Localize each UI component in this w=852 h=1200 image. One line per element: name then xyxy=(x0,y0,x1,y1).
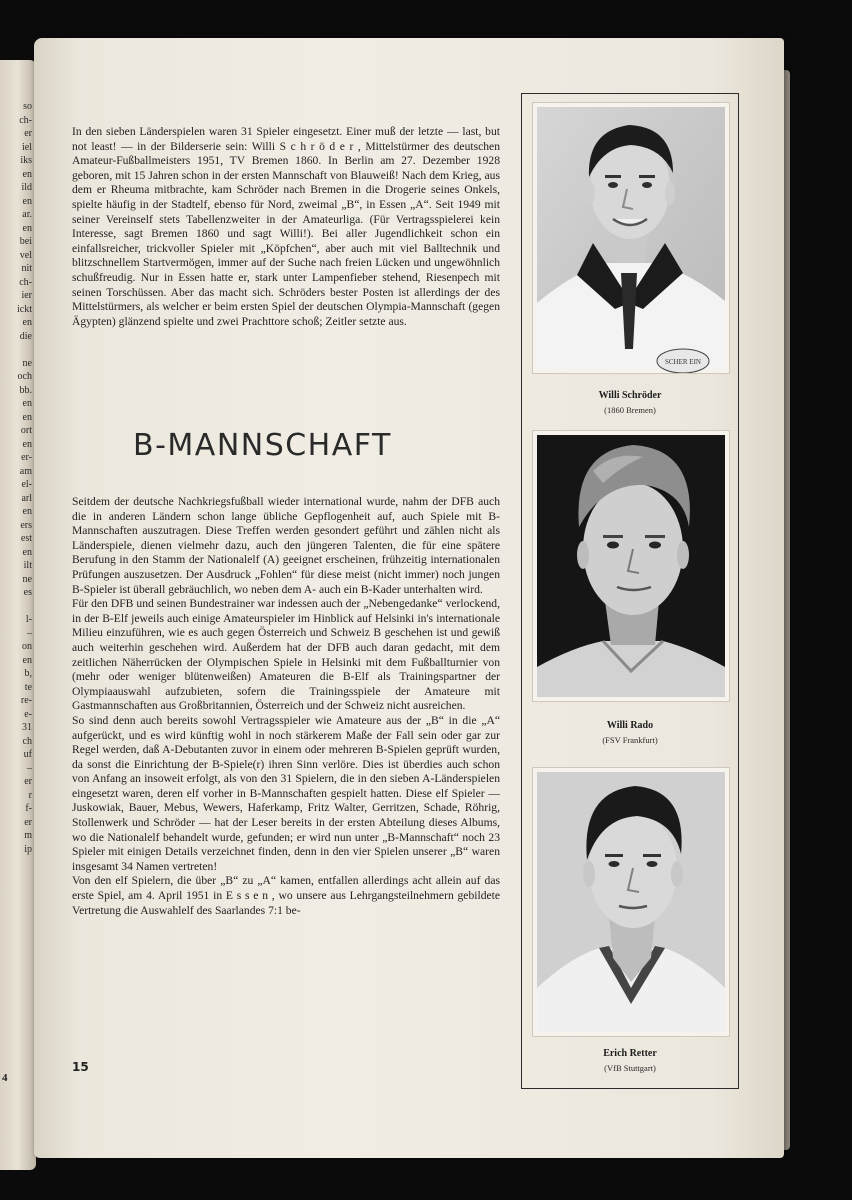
left-page-fragment: ne xyxy=(22,357,32,369)
left-page-fragment: en xyxy=(22,546,32,558)
left-page-fragment xyxy=(2,600,32,614)
left-page-fragment: ort xyxy=(20,425,32,436)
left-page-fragment: en xyxy=(22,168,32,180)
photo-caption-club: (1860 Bremen) xyxy=(604,405,656,415)
left-page-fragment: en xyxy=(22,222,32,234)
left-page-fragment: ar. xyxy=(22,209,32,220)
left-page-fragment: er xyxy=(24,816,32,828)
left-page-fragment: r xyxy=(28,789,32,801)
left-page-fragment: ch- xyxy=(19,114,32,126)
left-page-text-fragments xyxy=(2,100,32,856)
left-page-fragment: ilt xyxy=(23,560,32,571)
left-page-fragment: vel xyxy=(19,249,32,261)
left-page-fragment xyxy=(2,343,32,357)
player-photo-rado xyxy=(533,431,729,701)
left-page-fragment: ch xyxy=(22,735,32,747)
left-page-fragment: en xyxy=(22,398,32,409)
left-page-fragment: el- xyxy=(21,479,32,490)
intro-paragraph xyxy=(72,125,500,329)
left-page-fragment: so xyxy=(23,101,32,112)
left-page-fragment: ip xyxy=(24,843,32,855)
left-page-fragment: 31 xyxy=(22,722,32,733)
left-page-fragment: en xyxy=(22,506,32,517)
left-page-fragment: nit xyxy=(21,263,32,274)
left-page-fragment: er xyxy=(24,128,32,139)
photo-caption-name: Erich Retter xyxy=(603,1048,657,1059)
left-page-fragment: en xyxy=(22,438,32,450)
left-page-fragment: uf xyxy=(23,749,32,760)
left-page-fragment: e- xyxy=(24,708,32,720)
left-page-fragment: bb. xyxy=(19,384,32,396)
left-page-fragment: ch- xyxy=(19,276,32,288)
main-text xyxy=(72,495,500,918)
left-page-fragment: er- xyxy=(21,452,32,463)
left-page-fragment: bei xyxy=(19,236,32,247)
left-page-edge xyxy=(0,60,36,1170)
left-page-fragment: l- xyxy=(25,614,32,625)
page-number: 15 xyxy=(72,1060,89,1074)
left-page-fragment: en xyxy=(22,654,32,666)
left-page-fragment: iel xyxy=(22,141,32,153)
left-page-number: 4 xyxy=(2,1072,8,1084)
photo-caption-name: Willi Schröder xyxy=(598,390,662,401)
left-page-fragment: en xyxy=(22,317,32,328)
paragraph: Seitdem der deutsche Nachkriegsfußball wieder international wurde, nahm der DFB auch die in anderen Ländern schon lange übliche Gepflogenheit auf, auch Spiele mit B-Mannschaften auszutragen. Diese Treffen werden gesondert geführt und zählen nicht als Länderspiele, dienen vielmehr dazu, auch den jüngeren Talenten, die für eine spätere Berufung in den Stamm der Nationalelf (A) geeignet erscheinen, frühzeitig internationalen Prüfungen auszusetzen. Der Ausdruck „Fohlen“ für diese meist (nicht immer) noch jungen B-Spieler ist überall gebräuchlich, wo neben dem A- auch ein B-Kader unterhalten wird. xyxy=(72,495,500,596)
left-page-fragment: est xyxy=(20,533,32,544)
left-page-fragment: och xyxy=(17,371,32,382)
left-page-fragment: iks xyxy=(20,155,32,166)
left-page-fragment: te xyxy=(24,681,32,693)
left-page-fragment: er xyxy=(24,776,32,787)
left-page-fragment: f- xyxy=(25,803,32,814)
photo-caption-name: Willi Rado xyxy=(606,720,654,731)
jersey-badge-text: SCHER EIN xyxy=(665,358,701,366)
player-photo-retter xyxy=(533,768,729,1036)
left-page-fragment: on xyxy=(22,641,32,652)
photo-caption-club: (VfB Stuttgart) xyxy=(604,1063,656,1073)
left-page-fragment: die xyxy=(19,330,32,342)
paragraph: Von den elf Spielern, die über „B“ zu „A“ kamen, entfallen allerdings acht allein auf das erste Spiel, am 4. April 1951 in E s s e n , wo unsere aus Lehrgangsteilnehmern gebildete Vertretung die Auswahlelf des Saarlandes 7:1 be- xyxy=(72,874,500,917)
left-page-fragment: b, xyxy=(24,668,32,679)
left-page-fragment: ild xyxy=(21,182,32,193)
left-page-fragment: ers xyxy=(20,519,32,531)
player-photo-schroeder xyxy=(533,103,729,373)
left-page-fragment: – xyxy=(27,627,32,639)
paragraph: So sind denn auch bereits sowohl Vertragsspieler wie Amateure aus der „B“ in die „A“ aufgerückt, und es wird künftig wohl in noch stärkerem Maße der Fall sein oder gar zur Regel werden, daß A-Debutanten zuvor in einem oder mehreren B-Spielen geprüft wurden, da sonst die Einrichtung der B-Spiele(r) ihren Sinn verlöre. Dies ist überdies auch schon von Anfang an insoweit erfolgt, als von den 31 Spielern, die in den sieben A-Länderspielen eingesetzt waren, deren elf vorher in B-Mannschaften gespielt hatten. Diese elf Spieler — Juskowiak, Bauer, Mebus, Wewers, Haferkamp, Fritz Walter, Gerritzen, Schade, Röhrig, Stollenwerk und Schröder — hat der Leser bereits in der ersten Abteilung dieses Albums, wo die Nationalelf behandelt wurde, gefunden; er wird nun unter „B-Mannschaft“ noch 23 Spieler mit einigen Details verzeichnet finden, denn in den vier Spielen unserer „B“ waren insgesamt 34 Namen vertreten! xyxy=(72,713,500,873)
left-page-fragment: es xyxy=(23,587,32,598)
photo-caption-club: (FSV Frankfurt) xyxy=(602,735,658,745)
left-page-fragment: en xyxy=(22,411,32,423)
left-page-fragment: re- xyxy=(20,695,32,706)
left-page-fragment: en xyxy=(22,195,32,207)
section-heading: B-MANNSCHAFT xyxy=(133,428,392,463)
left-page-fragment: ier xyxy=(21,290,32,301)
left-page-fragment: ne xyxy=(22,573,32,585)
left-page-fragment: arl xyxy=(21,492,32,504)
left-page-fragment: am xyxy=(19,465,32,477)
left-page-fragment: ickt xyxy=(17,303,32,315)
intro-text: In den sieben Länderspielen waren 31 Spieler eingesetzt. Einer muß der letzte — last, but not least! — in der Bilderserie sein: Willi S c h r ö d e r , Mittelstürmer des deutschen Amateur-Fußballmeisters 1951, TV Bremen 1860. In Berlin am 27. Dezember 1928 geboren, mit 15 Jahren schon in der ersten Mannschaft von Blauweiß! Nach dem Krieg, aus dem er Rheuma mitbrachte, kam Schröder nach Bremen in die Drogerie seines Onkels, spielte häufig in der Stadtelf, ebenso für Nord, zweimal „B“, in Essen „A“. Seit 1949 mit seiner Vereinself stets Tabellenzweiter in der Amateurliga. (Für Vertragsspielerei kein Interesse, sagt Bremen 1860 und sagt Willi!). Bei aller Jugendlichkeit schon ein einfallsreicher, trickvoller Spieler mit „Köpfchen“, aber auch mit viel Balltechnik und blitzschnellem Startvermögen, immer auf der Suche nach freien Lücken und ungewöhnlich schußfreudig. Nur in Essen hatte er, stark unter Lampenfieber stehend, Riesenpech mit seinen Torschüssen. Aber das macht sich. Schröders bester Posten ist allerdings der des Mittelstürmers, als welcher er beim ersten Spiel der deutschen Olympia-Mannschaft (gegen Ägypten) glänzend spielte und zwei Prachttore schoß; Zeitler setzte aus. xyxy=(72,125,500,328)
left-page-fragment: – xyxy=(27,762,32,774)
left-page-fragment: m xyxy=(24,830,32,841)
paragraph: Für den DFB und seinen Bundestrainer war indessen auch der „Nebengedanke“ verlockend, in der B-Elf jeweils auch einige Amateurspieler im Hinblick auf Helsinki in's internationale Milieu einzuführen, wie es auch gegen Österreich und Schweiz B geschehen ist und gewiß auch weiterhin geschehen wird. Außerdem hat der DFB auch daran gedacht, mit dem zeitlichen Näherrücken der Olympischen Spiele in Helsinki mit dem Fußballturnier von (mehr oder weniger blütenweißen) Amateuren die B-Elf als Trainingspartner der Olympiaauswahl aufzubieten, sofern die Trainingsspiele der Amateure mit Gastmannschaften aus Großbritannien, Österreich und der Schweiz nicht ausreichen. xyxy=(72,597,500,713)
